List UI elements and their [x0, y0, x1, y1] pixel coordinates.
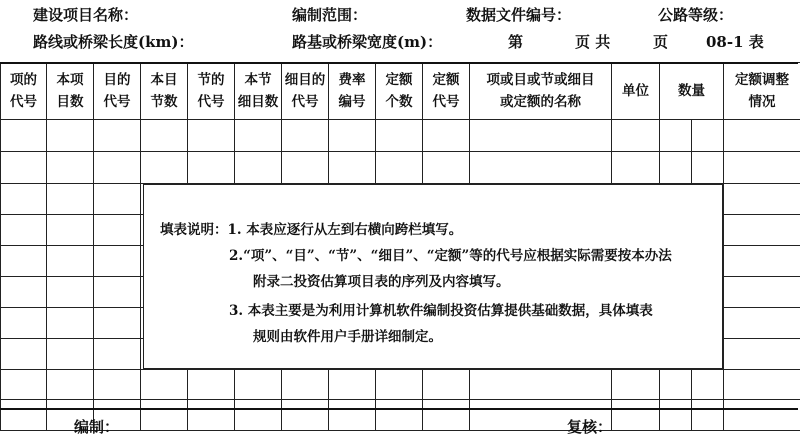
table-cell	[376, 370, 423, 400]
table-cell	[724, 184, 800, 215]
table-cell	[47, 120, 94, 152]
table-cell	[141, 120, 188, 152]
table-cell	[47, 277, 94, 308]
table-cell	[1, 152, 47, 184]
table-cell	[724, 246, 800, 277]
table-cell	[724, 120, 800, 152]
table-cell	[612, 152, 660, 184]
column-header: 节的 代号	[188, 63, 235, 120]
column-header: 项或目或节或细目 或定额的名称	[470, 63, 612, 120]
length-label: 路线或桥梁长度(km)：	[33, 31, 193, 52]
table-cell	[94, 370, 141, 400]
column-header: 本目 节数	[141, 63, 188, 120]
table-cell	[188, 370, 235, 400]
table-cell	[329, 120, 376, 152]
column-header: 定额 个数	[376, 63, 423, 120]
table-cell	[724, 215, 800, 246]
column-header: 目的 代号	[94, 63, 141, 120]
table-cell	[1, 308, 47, 339]
table-cell	[724, 339, 800, 370]
compiler-label: 编制：	[74, 416, 119, 437]
table-cell	[724, 308, 800, 339]
page-mid: 页 共	[575, 31, 610, 52]
table-cell	[724, 370, 800, 400]
table-cell	[1, 339, 47, 370]
column-header: 定额调整 情况	[724, 63, 800, 120]
table-cell	[94, 308, 141, 339]
table-cell	[47, 370, 94, 400]
table-cell	[329, 370, 376, 400]
table-cell	[1, 400, 47, 431]
table-cell	[94, 152, 141, 184]
column-header: 费率 编号	[329, 63, 376, 120]
table-cell	[692, 120, 724, 152]
table-cell	[423, 370, 470, 400]
table-cell	[94, 215, 141, 246]
instruction-line: 2.“项”、“目”、“节”、“细目”、“定额”等的代号应根据实际需要按本办法	[229, 244, 672, 264]
table-cell	[376, 400, 423, 431]
table-cell	[376, 120, 423, 152]
table-cell	[47, 308, 94, 339]
table-cell	[423, 120, 470, 152]
table-cell	[660, 152, 692, 184]
road-grade-label: 公路等级：	[658, 4, 733, 25]
page-suffix: 页	[653, 31, 668, 52]
file-number-label: 数据文件编号：	[466, 4, 571, 25]
table-cell	[282, 370, 329, 400]
table-cell	[1, 246, 47, 277]
table-cell	[141, 400, 188, 431]
table-cell	[612, 370, 660, 400]
column-header: 数量	[660, 63, 724, 120]
column-header: 细目的 代号	[282, 63, 329, 120]
table-cell	[660, 370, 692, 400]
table-cell	[282, 120, 329, 152]
form-code: 08-1 表	[706, 31, 764, 52]
table-cell	[724, 400, 800, 431]
table-cell	[235, 370, 282, 400]
table-cell	[47, 184, 94, 215]
table-cell	[470, 370, 612, 400]
table-cell	[141, 370, 188, 400]
column-header: 单位	[612, 63, 660, 120]
column-header: 本节 细目数	[235, 63, 282, 120]
table-cell	[188, 400, 235, 431]
table-cell	[724, 152, 800, 184]
reviewer-label: 复核：	[567, 416, 612, 437]
table-cell	[1, 277, 47, 308]
table-cell	[235, 152, 282, 184]
scope-label: 编制范围：	[292, 4, 367, 25]
page-prefix: 第	[508, 31, 523, 52]
table-row	[1, 152, 800, 184]
table-cell	[376, 152, 423, 184]
table-cell	[724, 277, 800, 308]
table-cell	[141, 152, 188, 184]
table-cell	[47, 246, 94, 277]
table-cell	[612, 120, 660, 152]
column-header: 定额 代号	[423, 63, 470, 120]
table-cell	[94, 339, 141, 370]
table-cell	[1, 120, 47, 152]
table-cell	[1, 370, 47, 400]
instruction-line: 3. 本表主要是为利用计算机软件编制投资估算提供基础数据，具体填表	[229, 299, 653, 319]
table-cell	[47, 339, 94, 370]
table-cell	[470, 120, 612, 152]
table-cell	[329, 152, 376, 184]
table-cell	[692, 370, 724, 400]
table-cell	[282, 152, 329, 184]
table-cell	[94, 120, 141, 152]
table-cell	[692, 400, 724, 431]
table-row	[1, 400, 800, 431]
table-cell	[423, 400, 470, 431]
table-cell	[235, 120, 282, 152]
table-cell	[188, 120, 235, 152]
table-cell	[612, 400, 660, 431]
table-row	[1, 120, 800, 152]
table-cell	[423, 152, 470, 184]
table-cell	[94, 277, 141, 308]
table-cell	[1, 215, 47, 246]
column-header: 本项 目数	[47, 63, 94, 120]
table-cell	[47, 215, 94, 246]
table-cell	[282, 400, 329, 431]
table-row	[1, 370, 800, 400]
table-cell	[660, 400, 692, 431]
table-cell	[660, 120, 692, 152]
width-label: 路基或桥梁宽度(m)：	[292, 31, 442, 52]
column-header: 项的 代号	[1, 63, 47, 120]
instruction-line: 规则由软件用户手册详细制定。	[253, 325, 442, 345]
table-cell	[692, 152, 724, 184]
table-cell	[94, 184, 141, 215]
instruction-line: 附录二投资估算项目表的序列及内容填写。	[253, 270, 510, 290]
project-name-label: 建设项目名称：	[33, 4, 138, 25]
table-cell	[235, 400, 282, 431]
table-header-row	[1, 63, 800, 120]
table-cell	[47, 152, 94, 184]
table-cell	[94, 246, 141, 277]
table-cell	[188, 152, 235, 184]
instruction-line: 填表说明：1. 本表应逐行从左到右横向跨栏填写。	[160, 218, 462, 238]
table-cell	[329, 400, 376, 431]
table-cell	[470, 152, 612, 184]
table-cell	[1, 184, 47, 215]
